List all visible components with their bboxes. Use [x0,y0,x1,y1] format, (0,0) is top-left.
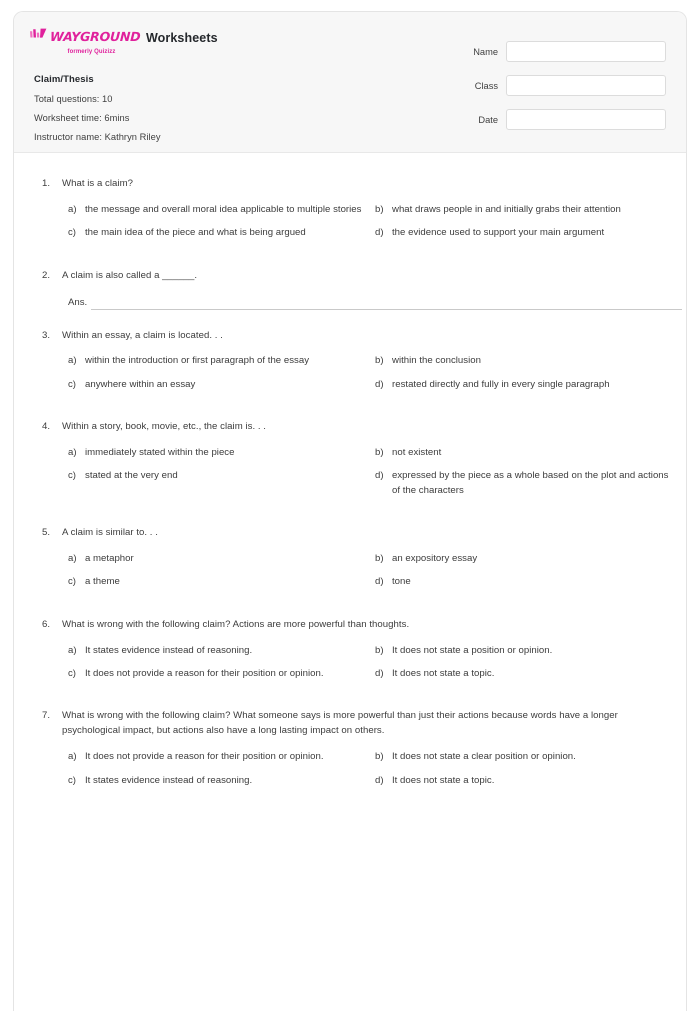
option-text: an expository essay [392,553,478,565]
option-letter: b) [375,553,384,565]
option-text: It does not state a clear position or opinion. [392,751,576,763]
wayground-bars-icon [29,28,47,46]
name-input[interactable] [506,41,666,62]
option-text: anywhere within an essay [85,378,196,390]
option-letter: b) [375,751,384,763]
option-grid [68,203,682,250]
option-item[interactable] [375,378,682,392]
option-text: stated at the very end [85,470,178,482]
option-item[interactable] [375,469,682,498]
option-text: immediately stated within the piece [85,447,235,458]
question-item [36,420,669,507]
option-grid [68,644,682,691]
date-field-row [451,109,666,130]
option-item[interactable] [68,446,375,460]
option-item[interactable] [375,774,682,788]
total-questions: Total questions: 10 [34,94,113,104]
wayground-logo[interactable] [34,28,141,55]
question-head [36,526,664,541]
option-item[interactable] [68,354,375,368]
question-item [36,329,664,402]
option-letter: c) [68,668,76,680]
option-item[interactable] [68,469,375,498]
option-item[interactable] [68,203,375,217]
option-letter: b) [375,355,384,367]
option-item[interactable] [375,667,682,681]
worksheet-time: Worksheet time: 6mins [34,113,130,123]
option-text: It does not state a topic. [392,668,495,680]
option-text: the main idea of the piece and what is being argued [85,227,306,239]
option-text: It states evidence instead of reasoning. [85,644,253,656]
option-text: It states evidence instead of reasoning. [85,774,253,786]
option-text: a theme [85,576,120,588]
option-text: the message and overall moral idea applicable to multiple stories [85,203,362,215]
option-grid [68,354,682,401]
option-letter: a) [68,644,77,656]
question-number: 7. [42,710,51,722]
option-letter: c) [68,227,76,239]
question-number: 6. [42,618,51,630]
option-letter: a) [68,203,77,215]
question-item [36,526,664,599]
question-text: What is wrong with the following claim? What someone says is more powerful than just their actions because words have a longer psychological impact, but actions also have a long lasting impact on others. [62,710,618,737]
question-text: Within a story, book, movie, etc., the claim is. . . [62,421,266,433]
date-input[interactable] [506,109,666,130]
option-text: tone [392,576,411,588]
option-text: It does not state a topic. [392,774,495,786]
option-item[interactable] [375,446,682,460]
option-text: It does not provide a reason for their position or opinion. [85,668,324,680]
answer-label: Ans. [68,297,88,309]
option-letter: d) [375,774,384,786]
name-field-row [451,41,666,62]
question-number: 4. [42,421,51,433]
option-letter: d) [375,378,384,390]
question-item [36,177,664,250]
option-letter: d) [375,227,384,239]
page-title: Worksheets [146,31,218,45]
question-text: Within an essay, a claim is located. . . [62,329,223,341]
option-item[interactable] [68,667,375,681]
option-text: expressed by the piece as a whole based on the plot and actions of the characters [392,470,669,496]
option-letter: c) [68,378,76,390]
option-item[interactable] [375,203,682,217]
worksheet-header [14,12,686,153]
option-item[interactable] [375,575,682,589]
student-fields [451,28,666,130]
class-field-label: Class [474,80,498,91]
option-letter: a) [68,447,77,458]
option-letter: a) [68,355,77,367]
option-item[interactable] [375,226,682,240]
worksheet-page [13,11,687,1011]
question-number: 2. [42,269,51,281]
option-item[interactable] [375,644,682,658]
question-head [36,329,664,344]
question-text: What is wrong with the following claim? Actions are more powerful than thoughts. [62,618,410,630]
option-letter: c) [68,774,76,786]
question-head [36,269,664,284]
option-item[interactable] [68,575,375,589]
header-left [34,28,414,142]
question-text: A claim is similar to. . . [62,527,158,539]
option-letter: b) [375,644,384,656]
option-item[interactable] [375,552,682,566]
option-item[interactable] [68,774,375,788]
option-text: restated directly and fully in every single paragraph [392,378,610,390]
question-item [36,709,664,797]
question-number: 5. [42,527,51,539]
option-grid [68,446,682,507]
option-letter: c) [68,470,76,482]
date-field-label: Date [478,114,498,125]
option-letter: a) [68,553,77,565]
option-text: the evidence used to support your main argument [392,227,605,239]
option-item[interactable] [375,354,682,368]
question-head [36,709,664,739]
option-letter: a) [68,751,77,763]
question-number: 3. [42,329,51,341]
class-field-row [451,75,666,96]
question-head [36,177,664,192]
answer-write-line[interactable] [91,296,682,310]
worksheet-title: Claim/Thesis [34,74,94,85]
option-letter: d) [375,576,384,588]
question-head [36,618,664,633]
name-field-label: Name [473,46,498,57]
option-letter: b) [375,203,384,215]
logo-wordmark: WAYGROUND [49,28,141,44]
question-text: What is a claim? [62,178,134,189]
brand-row [34,28,414,58]
option-letter: c) [68,576,76,588]
question-item [36,269,664,310]
answer-row[interactable] [68,296,682,310]
option-item[interactable] [68,552,375,566]
question-text: A claim is also called a ______. [62,269,198,281]
question-item [36,618,664,691]
logo-subtitle: formerly Quizizz [67,48,116,55]
option-text: within the conclusion [392,355,481,367]
option-item[interactable] [375,750,682,764]
option-grid [68,552,682,599]
option-grid [68,750,682,797]
option-text: It does not state a position or opinion. [392,644,553,656]
option-text: within the introduction or first paragraph of the essay [85,355,310,367]
questions-list [14,153,686,797]
option-letter: b) [375,447,384,458]
option-item[interactable] [68,378,375,392]
question-head [36,420,664,435]
question-number: 1. [42,178,51,189]
option-item[interactable] [68,750,375,764]
option-text: a metaphor [85,553,134,565]
class-input[interactable] [506,75,666,96]
option-text: It does not provide a reason for their position or opinion. [85,751,324,763]
option-item[interactable] [68,644,375,658]
worksheet-meta [34,74,414,142]
instructor-name: Instructor name: Kathryn Riley [34,132,161,142]
option-letter: d) [375,668,384,680]
logo-main [29,28,140,46]
option-text: not existent [392,447,442,458]
option-letter: d) [375,470,384,482]
option-text: what draws people in and initially grabs their attention [392,203,621,215]
option-item[interactable] [68,226,375,240]
